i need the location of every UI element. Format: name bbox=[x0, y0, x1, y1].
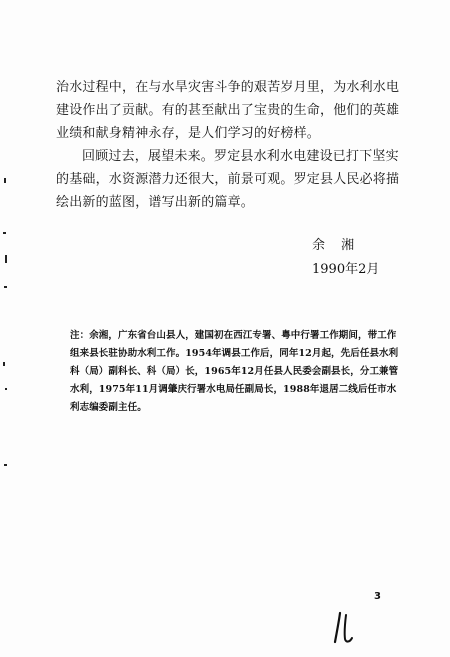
body-paragraph-2: 回顾过去，展望未来。罗定县水利水电建设已打下坚实的基础，水资源潜力还很大，前景可观。罗定县人民必将描绘出新的蓝图，谱写出新的篇章。 bbox=[56, 149, 400, 210]
body-paragraph-1: 治水过程中，在与水旱灾害斗争的艰苦岁月里，为水利水电建设作出了贡献。有的甚至献出了宝贵的生命，他们的英雄业绩和献身精神永存，是人们学习的好榜样。 bbox=[56, 80, 400, 141]
handwritten-mark bbox=[332, 609, 356, 649]
footnote bbox=[70, 327, 400, 417]
signature-block bbox=[312, 234, 379, 282]
footnote-label: 注： bbox=[70, 330, 90, 341]
author-name: 余 湘 bbox=[312, 238, 361, 253]
scan-edge-marks bbox=[0, 0, 14, 657]
body-text bbox=[56, 76, 406, 214]
signature-date: 1990年2月 bbox=[312, 262, 380, 277]
page-number: 3 bbox=[374, 591, 381, 602]
footnote-text: 余湘，广东省台山县人，建国初在西江专署、粤中行署工作期间，带工作组来县长驻协助水利工作。1954年调县工作后，同年12月起，先后任县水利科（局）副科长、科（局）长，1965年12月任县人民委会副县长，分工兼管水利，1975年11月调肇庆行署水电局任副局长，1988年退居二线后任市水利志编委副主任。 bbox=[70, 330, 399, 413]
